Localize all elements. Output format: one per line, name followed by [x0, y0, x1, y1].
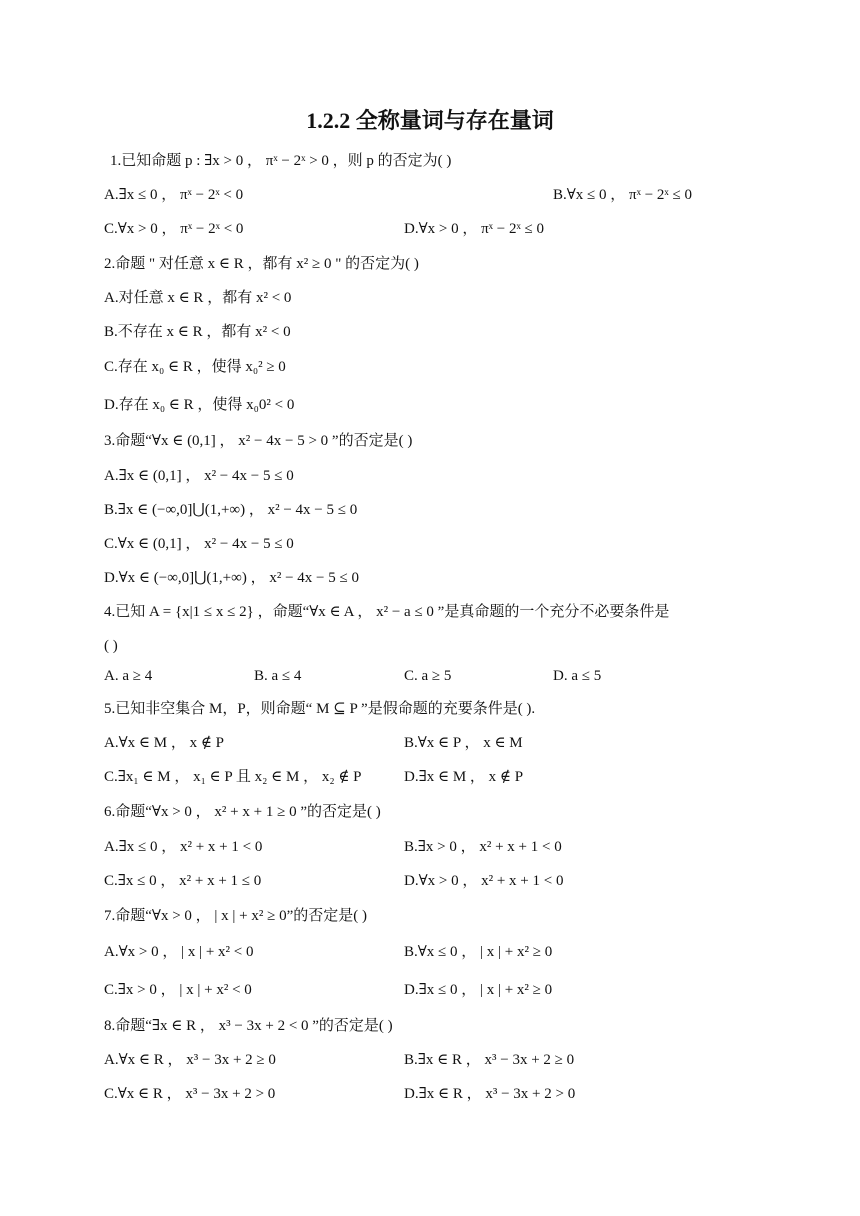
question-6-option-b: B.∃x > 0 ， x² + x + 1 < 0 [404, 839, 562, 855]
question-2-stem: 2.命题 " 对任意 x ∈ R ，都有 x² ≥ 0 " 的否定为( ) [104, 256, 419, 272]
question-3-option-d: D.∀x ∈ (−∞,0]⋃(1,+∞) ， x² − 4x − 5 ≤ 0 [104, 570, 359, 586]
question-8-stem: 8.命题“∃x ∈ R ， x³ − 3x + 2 < 0 ”的否定是( ) [104, 1018, 393, 1034]
question-3-option-b: B.∃x ∈ (−∞,0]⋃(1,+∞) ， x² − 4x − 5 ≤ 0 [104, 502, 358, 518]
question-2-option-b: B.不存在 x ∈ R ，都有 x² < 0 [104, 324, 291, 340]
question-2-option-d: D.存在 x₀ ∈ R ，使得 x₀0² < 0 [104, 397, 295, 413]
question-7-option-a: A.∀x > 0 ， | x | + x² < 0 [104, 944, 254, 960]
question-4-option-b: B. a ≤ 4 [254, 668, 302, 684]
question-8-option-a: A.∀x ∈ R ， x³ − 3x + 2 ≥ 0 [104, 1052, 276, 1068]
question-1-stem: 1.已知命题 p : ∃x > 0 ， πˣ − 2ˣ > 0 ，则 p 的否定为( ) [110, 153, 452, 169]
question-7-option-d: D.∃x ≤ 0 ， | x | + x² ≥ 0 [404, 982, 553, 998]
question-4-option-a: A. a ≥ 4 [104, 668, 153, 684]
question-4-stem: 4.已知 A = {x|1 ≤ x ≤ 2} ，命题“∀x ∈ A ， x² − a ≤ 0 ”是真命题的一个充分不必要条件是 [104, 604, 670, 620]
question-8-option-d: D.∃x ∈ R ， x³ − 3x + 2 > 0 [404, 1086, 576, 1102]
question-4-option-c: C. a ≥ 5 [404, 668, 452, 684]
question-4-stem-continued: ( ) [104, 638, 118, 654]
question-7-stem: 7.命题“∀x > 0 ， | x | + x² ≥ 0”的否定是( ) [104, 908, 368, 924]
question-6-option-c: C.∃x ≤ 0 ， x² + x + 1 ≤ 0 [104, 873, 262, 889]
question-6-option-d: D.∀x > 0 ， x² + x + 1 < 0 [404, 873, 564, 889]
question-3-option-c: C.∀x ∈ (0,1] ， x² − 4x − 5 ≤ 0 [104, 536, 294, 552]
question-6-option-a: A.∃x ≤ 0 ， x² + x + 1 < 0 [104, 839, 263, 855]
question-3-stem: 3.命题“∀x ∈ (0,1] ， x² − 4x − 5 > 0 ”的否定是( ) [104, 433, 413, 449]
question-3-option-a: A.∃x ∈ (0,1] ， x² − 4x − 5 ≤ 0 [104, 468, 294, 484]
question-1-option-d: D.∀x > 0 ， πˣ − 2ˣ ≤ 0 [404, 221, 545, 237]
question-1-option-a: A.∃x ≤ 0 ， πˣ − 2ˣ < 0 [104, 187, 244, 203]
question-8-option-c: C.∀x ∈ R ， x³ − 3x + 2 > 0 [104, 1086, 276, 1102]
question-8-option-b: B.∃x ∈ R ， x³ − 3x + 2 ≥ 0 [404, 1052, 575, 1068]
question-4-option-d: D. a ≤ 5 [553, 668, 602, 684]
question-5-option-b: B.∀x ∈ P ， x ∈ M [404, 735, 523, 751]
question-6-stem: 6.命题“∀x > 0 ， x² + x + 1 ≥ 0 ”的否定是( ) [104, 804, 381, 820]
question-7-option-c: C.∃x > 0 ， | x | + x² < 0 [104, 982, 252, 998]
question-1-option-b: B.∀x ≤ 0 ， πˣ − 2ˣ ≤ 0 [553, 187, 692, 203]
question-5-stem: 5.已知非空集合 M，P，则命题“ M ⊆ P ”是假命题的充要条件是( ). [104, 701, 536, 717]
question-7-option-b: B.∀x ≤ 0 ， | x | + x² ≥ 0 [404, 944, 553, 960]
question-5-option-c: C.∃x₁ ∈ M ， x₁ ∈ P 且 x₂ ∈ M ， x₂ ∉ P [104, 769, 362, 785]
page-title: 1.2.2 全称量词与存在量词 [306, 108, 554, 133]
question-5-option-a: A.∀x ∈ M ， x ∉ P [104, 735, 225, 751]
question-5-option-d: D.∃x ∈ M ， x ∉ P [404, 769, 524, 785]
question-2-option-c: C.存在 x₀ ∈ R ，使得 x₀² ≥ 0 [104, 359, 286, 375]
question-2-option-a: A.对任意 x ∈ R ，都有 x² < 0 [104, 290, 292, 306]
question-1-option-c: C.∀x > 0 ， πˣ − 2ˣ < 0 [104, 221, 244, 237]
